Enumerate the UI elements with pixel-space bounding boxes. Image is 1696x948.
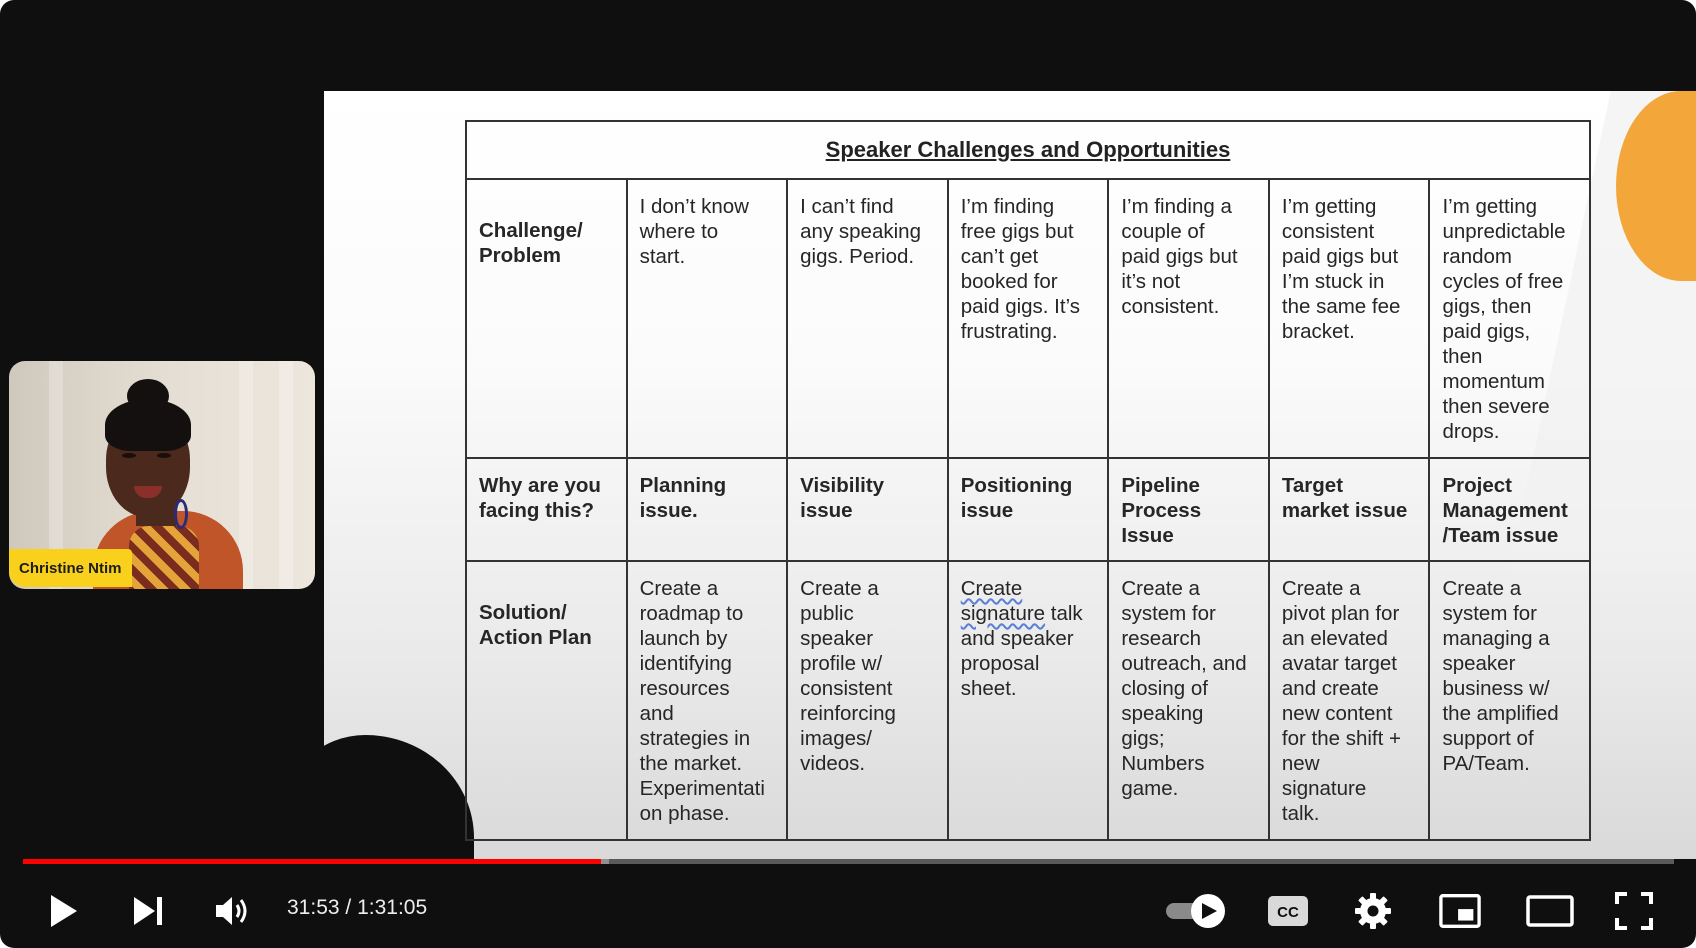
play-icon (47, 893, 79, 929)
challenges-table (465, 120, 1591, 841)
table-title: Speaker Challenges and Opportunities (825, 137, 1231, 162)
progress-played (23, 859, 601, 864)
reason-cell: Target market issue (1270, 459, 1431, 560)
play-button[interactable] (42, 890, 84, 932)
reason-cell: Positioning issue (949, 459, 1110, 560)
volume-button[interactable] (212, 890, 254, 932)
solution-cell: Create a public speaker profile w/ consistent reinforcing images/ videos. (788, 562, 949, 839)
miniplayer-icon (1439, 893, 1481, 929)
curtain-fold (279, 361, 293, 589)
spellcheck-word: Create (960, 577, 1023, 600)
time-display (287, 896, 427, 920)
solution-cell: Create signature talk and speaker proposal sheet. (949, 562, 1110, 839)
autoplay-toggle[interactable] (1164, 890, 1228, 932)
table-row-solution (467, 562, 1589, 839)
volume-icon (214, 894, 252, 928)
presenter-dress-pattern (129, 526, 199, 589)
reason-cell: Visibility issue (788, 459, 949, 560)
svg-text:CC: CC (1277, 904, 1299, 921)
spellcheck-word: signature (960, 602, 1046, 625)
challenge-cell: I’m finding free gigs but can’t get booked for paid gigs. It’s frustrating. (949, 180, 1110, 457)
reason-cell: Pipeline Process Issue (1109, 459, 1270, 560)
reason-cell: Project Management /Team issue (1442, 474, 1568, 547)
table-row-challenge (467, 180, 1589, 459)
presenter-eye (157, 453, 171, 458)
reason-cell: Planning issue. (628, 459, 789, 560)
autoplay-toggle-icon (1164, 893, 1228, 929)
presenter-hair-bun (127, 379, 169, 413)
challenge-cell: I’m finding a couple of paid gigs but it’s not consistent. (1109, 180, 1270, 457)
settings-button[interactable] (1352, 890, 1394, 932)
table-title-row (467, 122, 1589, 180)
settings-icon (1354, 892, 1392, 930)
row-header-solution: Solution/ Action Plan (467, 562, 628, 839)
row-header-why: Why are you facing this? (467, 459, 628, 560)
solution-cell: Create a roadmap to launch by identifying resources and strategies in the market. Experimentati on phase. (628, 562, 789, 839)
challenge-cell: I don’t know where to start. (628, 180, 789, 457)
time-separator: / (339, 896, 358, 919)
next-icon (131, 895, 165, 927)
presenter-webcam (9, 361, 315, 589)
miniplayer-button[interactable] (1439, 890, 1481, 932)
next-button[interactable] (127, 890, 169, 932)
theater-icon (1526, 895, 1574, 927)
captions-button[interactable] (1267, 890, 1309, 932)
fullscreen-icon (1615, 892, 1653, 930)
solution-cell: Create a system for managing a speaker business w/ the amplified support of PA/Team. (1442, 577, 1559, 775)
table-row-why (467, 459, 1589, 562)
slide-decor-dark-shape (324, 735, 474, 859)
presenter-eye (122, 453, 136, 458)
challenge-cell: I’m getting consistent paid gigs but I’m stuck in the same fee bracket. (1270, 180, 1431, 457)
theater-mode-button[interactable] (1526, 890, 1574, 932)
current-time: 31:53 (287, 896, 340, 919)
row-header-challenge: Challenge/ Problem (467, 180, 628, 457)
presenter-name-tag: Christine Ntim (9, 549, 132, 587)
challenge-cell: I can’t find any speaking gigs. Period. (788, 180, 949, 457)
progress-bar[interactable] (23, 859, 1674, 864)
fullscreen-button[interactable] (1613, 890, 1655, 932)
challenge-cell: I’m getting unpredictable random cycles of free gigs, then paid gigs, then momentum then severe drops. (1442, 195, 1566, 443)
curtain-fold (239, 361, 253, 589)
solution-cell: Create a system for research outreach, and closing of speaking gigs; Numbers game. (1109, 562, 1270, 839)
presenter-earring (174, 499, 188, 529)
duration: 1:31:05 (357, 896, 428, 919)
solution-cell: Create a pivot plan for an elevated avatar target and create new content for the shift + new signature talk. (1270, 562, 1431, 839)
cc-icon (1267, 895, 1309, 927)
